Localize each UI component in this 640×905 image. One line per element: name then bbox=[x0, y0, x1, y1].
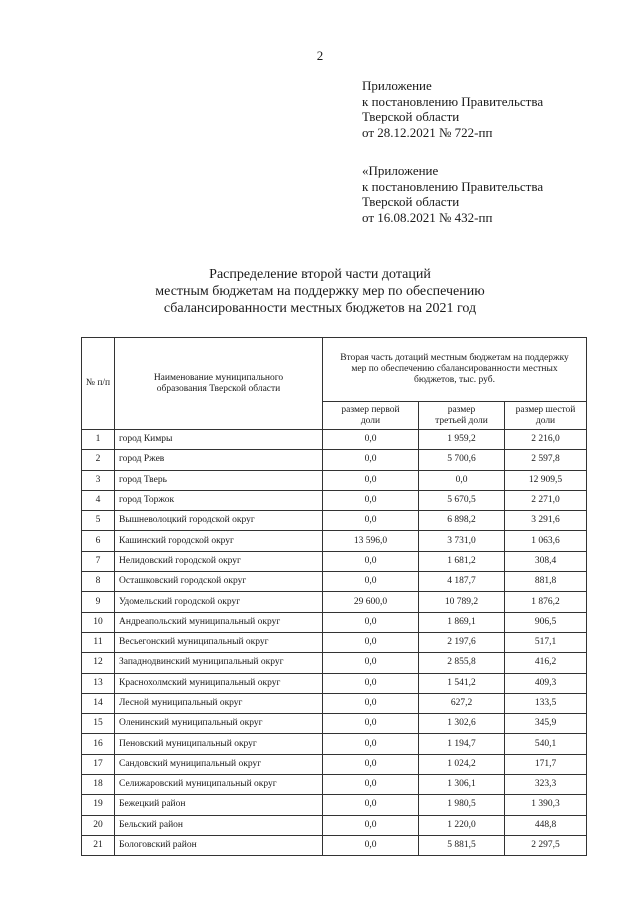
row-number: 7 bbox=[82, 551, 115, 571]
sixth-share-value: 2 216,0 bbox=[505, 430, 587, 450]
sixth-share-value: 323,3 bbox=[505, 775, 587, 795]
table-row bbox=[82, 511, 587, 531]
table-row bbox=[82, 612, 587, 632]
row-number: 16 bbox=[82, 734, 115, 754]
third-share-value: 627,2 bbox=[419, 693, 505, 713]
municipality-name: Оленинский муниципальный округ bbox=[115, 714, 323, 734]
table-row bbox=[82, 450, 587, 470]
first-share-value: 0,0 bbox=[323, 714, 419, 734]
third-share-value: 1 194,7 bbox=[419, 734, 505, 754]
third-share-value: 2 855,8 bbox=[419, 653, 505, 673]
subsidy-distribution-table bbox=[81, 337, 587, 856]
row-number: 13 bbox=[82, 673, 115, 693]
municipality-name: Удомельский городской округ bbox=[115, 592, 323, 612]
third-share-value: 3 731,0 bbox=[419, 531, 505, 551]
table-row bbox=[82, 815, 587, 835]
approval-line: к постановлению Правительства bbox=[362, 93, 544, 109]
first-share-value: 0,0 bbox=[323, 795, 419, 815]
header-municipality: Наименование муниципального образования Тверской области bbox=[115, 338, 323, 430]
first-share-value: 0,0 bbox=[323, 835, 419, 855]
approval-line: от 16.08.2021 № 432-пп bbox=[362, 209, 493, 225]
approval-line: Тверской области bbox=[362, 194, 460, 209]
table-row bbox=[82, 490, 587, 510]
sixth-share-value: 448,8 bbox=[505, 815, 587, 835]
sixth-share-value: 881,8 bbox=[505, 572, 587, 592]
municipality-name: город Торжок bbox=[115, 490, 323, 510]
first-share-value: 0,0 bbox=[323, 815, 419, 835]
sixth-share-value: 3 291,6 bbox=[505, 511, 587, 531]
first-share-value: 0,0 bbox=[323, 775, 419, 795]
row-number: 6 bbox=[82, 531, 115, 551]
municipality-name: Селижаровский муниципальный округ bbox=[115, 775, 323, 795]
municipality-name: Пеновский муниципальный округ bbox=[115, 734, 323, 754]
first-share-value: 0,0 bbox=[323, 470, 419, 490]
first-share-value: 0,0 bbox=[323, 653, 419, 673]
first-share-value: 0,0 bbox=[323, 754, 419, 774]
first-share-value: 0,0 bbox=[323, 734, 419, 754]
first-share-value: 0,0 bbox=[323, 693, 419, 713]
sixth-share-value: 540,1 bbox=[505, 734, 587, 754]
first-share-value: 0,0 bbox=[323, 673, 419, 693]
municipality-name: Нелидовский городской округ bbox=[115, 551, 323, 571]
sixth-share-value: 171,7 bbox=[505, 754, 587, 774]
sixth-share-value: 1 390,3 bbox=[505, 795, 587, 815]
municipality-name: Бежецкий район bbox=[115, 795, 323, 815]
table-row bbox=[82, 653, 587, 673]
third-share-value: 1 302,6 bbox=[419, 714, 505, 734]
sixth-share-value: 12 909,5 bbox=[505, 470, 587, 490]
table-row bbox=[82, 572, 587, 592]
third-share-value: 5 670,5 bbox=[419, 490, 505, 510]
header-sixth-share: размер шестой доли bbox=[505, 402, 587, 430]
table-row bbox=[82, 754, 587, 774]
third-share-value: 1 541,2 bbox=[419, 673, 505, 693]
third-share-value: 5 700,6 bbox=[419, 450, 505, 470]
title-line: сбалансированности местных бюджетов на 2021 год bbox=[163, 301, 477, 316]
third-share-value: 10 789,2 bbox=[419, 592, 505, 612]
row-number: 1 bbox=[82, 430, 115, 450]
sixth-share-value: 2 297,5 bbox=[505, 835, 587, 855]
row-number: 17 bbox=[82, 754, 115, 774]
third-share-value: 1 869,1 bbox=[419, 612, 505, 632]
table-row bbox=[82, 714, 587, 734]
sixth-share-value: 1 876,2 bbox=[505, 592, 587, 612]
municipality-name: город Ржев bbox=[115, 450, 323, 470]
first-share-value: 0,0 bbox=[323, 430, 419, 450]
first-share-value: 0,0 bbox=[323, 511, 419, 531]
row-number: 14 bbox=[82, 693, 115, 713]
document-title bbox=[0, 266, 640, 317]
third-share-value: 6 898,2 bbox=[419, 511, 505, 531]
first-share-value: 13 596,0 bbox=[323, 531, 419, 551]
first-share-value: 0,0 bbox=[323, 450, 419, 470]
row-number: 8 bbox=[82, 572, 115, 592]
title-line: местным бюджетам на поддержку мер по обеспечению bbox=[155, 284, 485, 299]
municipality-name: Лесной муниципальный округ bbox=[115, 693, 323, 713]
table-row bbox=[82, 693, 587, 713]
third-share-value: 4 187,7 bbox=[419, 572, 505, 592]
municipality-name: Андреапольский муниципальный округ bbox=[115, 612, 323, 632]
sixth-share-value: 409,3 bbox=[505, 673, 587, 693]
row-number: 20 bbox=[82, 815, 115, 835]
first-share-value: 0,0 bbox=[323, 612, 419, 632]
row-number: 12 bbox=[82, 653, 115, 673]
approval-block-current bbox=[362, 78, 543, 140]
municipality-name: Бельский район bbox=[115, 815, 323, 835]
third-share-value: 1 306,1 bbox=[419, 775, 505, 795]
first-share-value: 0,0 bbox=[323, 490, 419, 510]
row-number: 19 bbox=[82, 795, 115, 815]
sixth-share-value: 416,2 bbox=[505, 653, 587, 673]
approval-line: Приложение bbox=[362, 78, 432, 93]
header-first-share: размер первой доли bbox=[323, 402, 419, 430]
title-line: Распределение второй части дотаций bbox=[209, 267, 431, 282]
table-row bbox=[82, 531, 587, 551]
municipality-name: город Кимры bbox=[115, 430, 323, 450]
third-share-value: 1 959,2 bbox=[419, 430, 505, 450]
sixth-share-value: 517,1 bbox=[505, 632, 587, 652]
sixth-share-value: 345,9 bbox=[505, 714, 587, 734]
row-number: 11 bbox=[82, 632, 115, 652]
municipality-name: Вышневолоцкий городской округ bbox=[115, 511, 323, 531]
row-number: 9 bbox=[82, 592, 115, 612]
first-share-value: 29 600,0 bbox=[323, 592, 419, 612]
header-subsidy-group: Вторая часть дотаций местным бюджетам на поддержку мер по обеспечению сбалансированности местных бюджетов, тыс. руб. bbox=[323, 338, 587, 402]
approval-line: к постановлению Правительства bbox=[362, 178, 544, 194]
row-number: 3 bbox=[82, 470, 115, 490]
municipality-name: Западнодвинский муниципальный округ bbox=[115, 653, 323, 673]
municipality-name: Весьегонский муниципальный округ bbox=[115, 632, 323, 652]
municipality-name: город Тверь bbox=[115, 470, 323, 490]
table-row bbox=[82, 430, 587, 450]
header-number: № п/п bbox=[82, 338, 115, 430]
approval-line: «Приложение bbox=[362, 163, 439, 178]
first-share-value: 0,0 bbox=[323, 572, 419, 592]
third-share-value: 5 881,5 bbox=[419, 835, 505, 855]
table-row bbox=[82, 551, 587, 571]
table-row bbox=[82, 775, 587, 795]
municipality-name: Краснохолмский муниципальный округ bbox=[115, 673, 323, 693]
table-row bbox=[82, 673, 587, 693]
table-row bbox=[82, 470, 587, 490]
municipality-name: Кашинский городской округ bbox=[115, 531, 323, 551]
sixth-share-value: 308,4 bbox=[505, 551, 587, 571]
row-number: 10 bbox=[82, 612, 115, 632]
municipality-name: Бологовский район bbox=[115, 835, 323, 855]
municipality-name: Осташковский городской округ bbox=[115, 572, 323, 592]
third-share-value: 1 220,0 bbox=[419, 815, 505, 835]
row-number: 2 bbox=[82, 450, 115, 470]
municipality-name: Сандовский муниципальный округ bbox=[115, 754, 323, 774]
table-row bbox=[82, 795, 587, 815]
page-number: 2 bbox=[316, 48, 324, 63]
table-row bbox=[82, 632, 587, 652]
sixth-share-value: 906,5 bbox=[505, 612, 587, 632]
row-number: 18 bbox=[82, 775, 115, 795]
table-row bbox=[82, 734, 587, 754]
header-third-share: размер третьей доли bbox=[419, 402, 505, 430]
sixth-share-value: 1 063,6 bbox=[505, 531, 587, 551]
third-share-value: 1 980,5 bbox=[419, 795, 505, 815]
sixth-share-value: 133,5 bbox=[505, 693, 587, 713]
approval-line: от 28.12.2021 № 722-пп bbox=[362, 124, 493, 140]
third-share-value: 1 024,2 bbox=[419, 754, 505, 774]
approval-block-original bbox=[362, 163, 543, 225]
table-row bbox=[82, 835, 587, 855]
approval-line: Тверской области bbox=[362, 109, 460, 124]
row-number: 15 bbox=[82, 714, 115, 734]
sixth-share-value: 2 597,8 bbox=[505, 450, 587, 470]
table-row bbox=[82, 592, 587, 612]
sixth-share-value: 2 271,0 bbox=[505, 490, 587, 510]
row-number: 21 bbox=[82, 835, 115, 855]
first-share-value: 0,0 bbox=[323, 551, 419, 571]
first-share-value: 0,0 bbox=[323, 632, 419, 652]
row-number: 5 bbox=[82, 511, 115, 531]
row-number: 4 bbox=[82, 490, 115, 510]
third-share-value: 2 197,6 bbox=[419, 632, 505, 652]
third-share-value: 0,0 bbox=[419, 470, 505, 490]
third-share-value: 1 681,2 bbox=[419, 551, 505, 571]
